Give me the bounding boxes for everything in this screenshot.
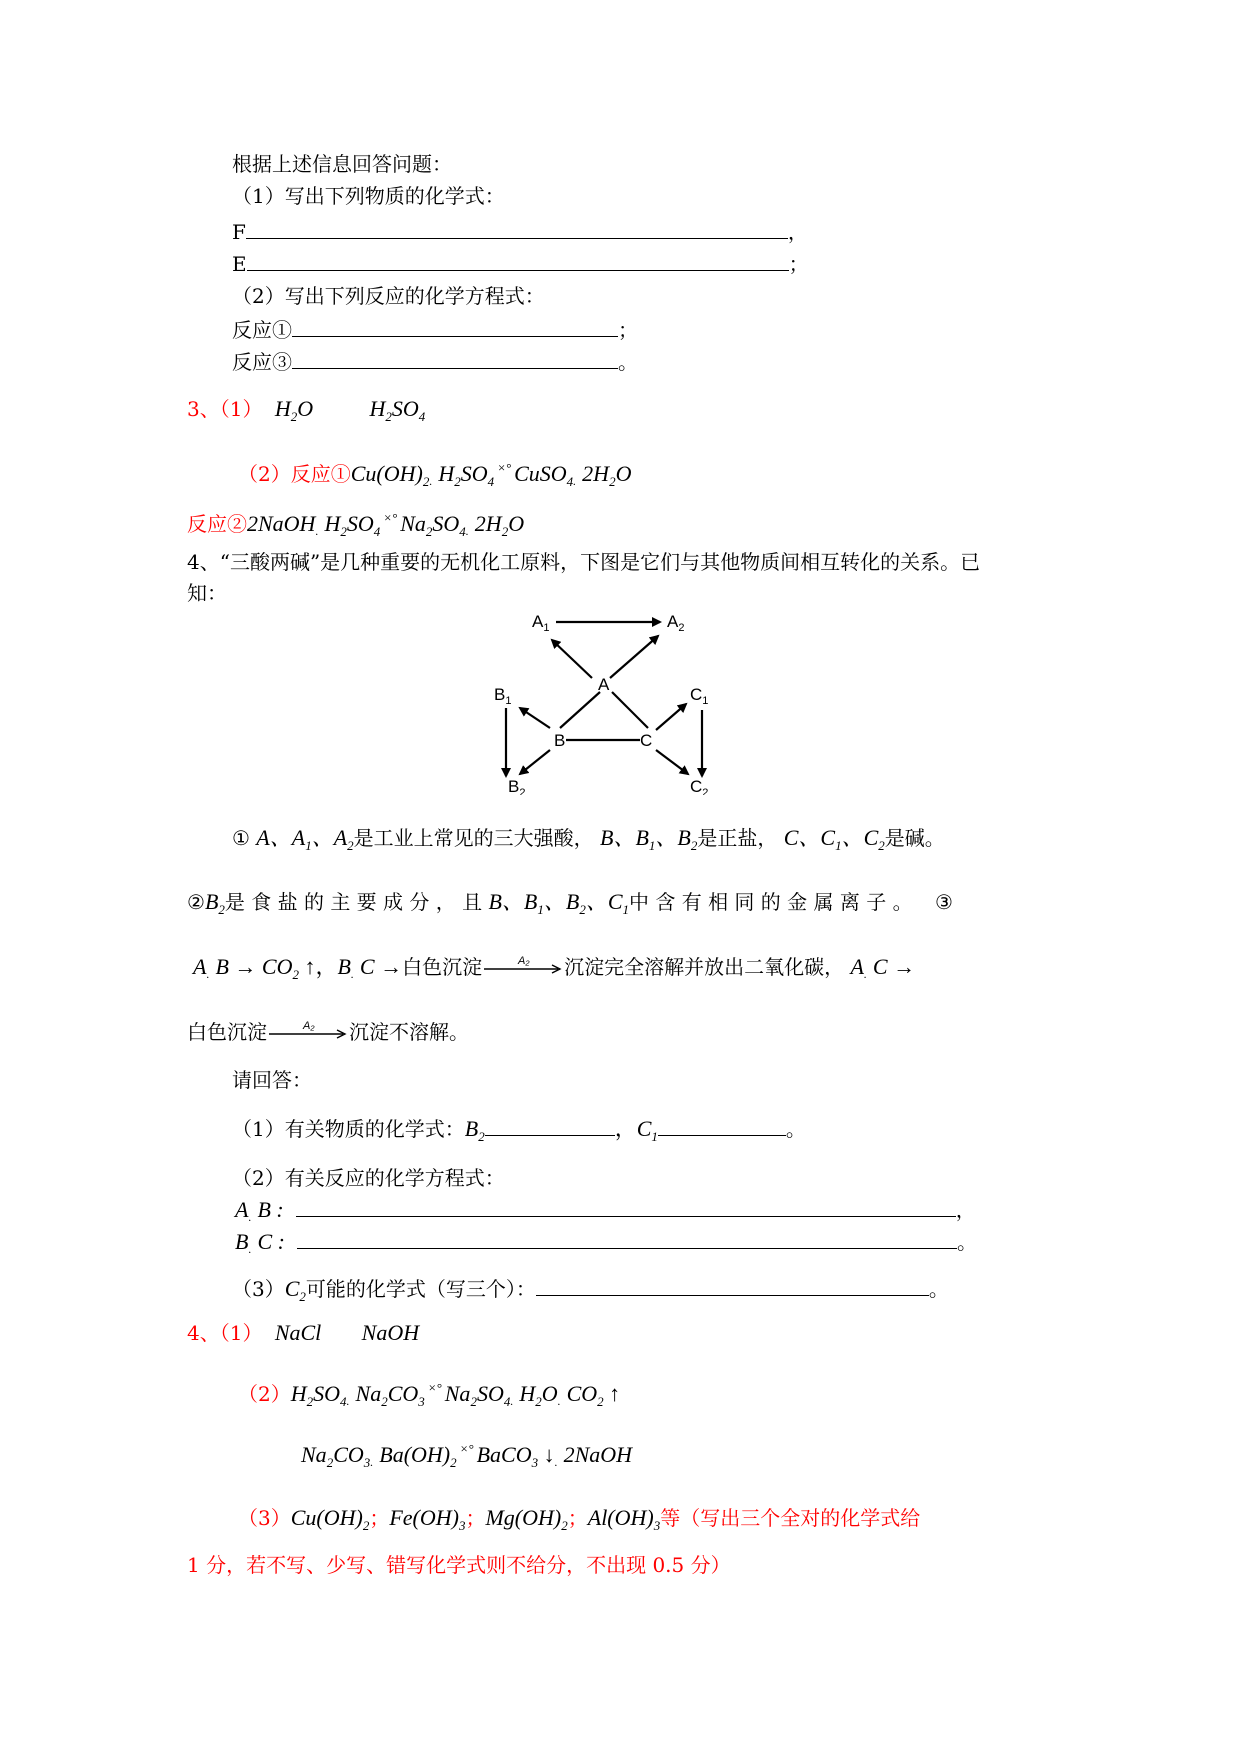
arrow-a2 <box>482 955 564 977</box>
text: 是 食 盐 的 主 要 成 分 ， 且 <box>224 890 483 914</box>
punct: ； <box>465 1506 486 1530</box>
reaction-b-c: B. C → <box>337 954 403 981</box>
answer-blank-e[interactable] <box>247 252 789 271</box>
text: 白色沉淀 <box>187 1020 267 1044</box>
q4-condition-3 <box>193 955 915 981</box>
line-a-b <box>560 692 600 728</box>
answer-4-line-5: 1 分，若不写、少写、错写化学式则不给分，不出现 0.5 分） <box>187 1553 731 1577</box>
answer-3-line-1 <box>187 398 425 423</box>
punct: ， <box>787 220 808 244</box>
arrow-a-a2 <box>610 636 658 678</box>
q3-blank-f <box>232 220 808 242</box>
answer-4-line-4 <box>238 1507 920 1532</box>
answer-prefix: 4、（1） <box>187 1321 263 1345</box>
formula-h2so4: $H_2SO_4$ <box>369 396 426 424</box>
arrow-a-a1 <box>552 640 592 678</box>
svg-text:A₂: A₂ <box>303 1020 315 1032</box>
punct: ， <box>955 1198 976 1222</box>
q3-blank-e <box>232 252 809 274</box>
formula-c1: $C_1$ <box>636 1116 658 1144</box>
arrow-c-c2 <box>656 750 688 774</box>
formula-a-set: A、$A_1$、$A_2$ <box>256 825 354 853</box>
text: 中 含 有 相 同 的 金 属 离 子 。 <box>629 890 913 914</box>
formula-b2: $B_2$ <box>464 1116 485 1144</box>
punct: ， <box>614 1116 637 1141</box>
formula-fe-oh-3: $Fe(OH)_3$ <box>389 1505 466 1533</box>
circled-2: ② <box>187 890 205 914</box>
reaction-a-b: A. $B \to CO_2$ ↑ <box>193 954 316 982</box>
arrow-b-b2 <box>520 750 550 774</box>
punct: ； <box>618 318 638 342</box>
formula-nacl: NaCl <box>274 1320 322 1345</box>
node-c: C <box>640 731 653 750</box>
answer-blank-c1[interactable] <box>658 1117 786 1136</box>
arrow-a2 <box>267 1020 349 1042</box>
equation-3: $H_2SO_4$. $Na_2CO_3^{\times^\circ}$ $Na_2SO_4$. $H_2O$. $CO_2$ ↑ <box>290 1380 621 1409</box>
q3-subquestion-2: （2）写出下列反应的化学方程式： <box>232 284 545 308</box>
formula-al-oh-3: $Al(OH)_3$ <box>587 1505 661 1533</box>
node-b1: $B_1$ <box>494 685 512 707</box>
node-a: A <box>598 675 610 694</box>
answer-prefix: 反应② <box>187 512 247 536</box>
q3-reaction-1 <box>232 318 638 340</box>
formula-naoh: NaOH <box>361 1320 420 1345</box>
q4-stem-line-1: 4、“三酸两碱”是几种重要的无机化工原料，下图是它们与其他物质间相互转化的关系。已 <box>187 550 981 574</box>
formula-b-set-2: B、$B_1$、$B_2$、$C_1$ <box>488 889 629 917</box>
text: （1）有关物质的化学式： <box>232 1117 465 1141</box>
q3-intro: 根据上述信息回答问题： <box>232 152 452 176</box>
reaction-label: 反应③ <box>232 350 292 374</box>
node-c2: $C_2$ <box>690 777 709 795</box>
q4-subquestion-3 <box>232 1277 949 1303</box>
q4-condition-2 <box>187 891 953 916</box>
answer-4-line-3 <box>301 1441 633 1470</box>
answer-4-line-1 <box>187 1322 419 1344</box>
text: 是工业上常见的三大强酸， <box>353 826 594 850</box>
q3-reaction-3 <box>232 350 638 372</box>
answer-blank-reaction-3[interactable] <box>292 350 618 369</box>
formula-c2: $C_2$ <box>284 1276 306 1304</box>
punct: 。 <box>618 350 638 374</box>
answer-note: 等（写出三个全对的化学式给 <box>660 1506 921 1530</box>
answer-3-line-3 <box>187 510 525 539</box>
formula-b2: $B_2$ <box>204 889 225 917</box>
answer-4-line-2 <box>238 1380 621 1409</box>
formula-b-c: B. C : <box>235 1229 285 1256</box>
formula-cu-oh-2: $Cu(OH)_2$ <box>290 1505 370 1533</box>
punct: 。 <box>928 1277 949 1301</box>
answer-blank-f[interactable] <box>246 220 788 239</box>
equation-1: $Cu(OH)_2$. $H_2SO_4^{\times^\circ}$ CuSO$_4$. $2H_2O$ <box>350 460 632 489</box>
q4-equation-b-c <box>235 1229 977 1256</box>
conversion-diagram <box>480 600 750 795</box>
answer-prefix: （2）反应① <box>238 462 351 486</box>
q4-condition-4 <box>187 1020 469 1042</box>
answer-blank-c2[interactable] <box>536 1277 929 1296</box>
node-c1: $C_1$ <box>690 685 709 707</box>
blank-label-e: E <box>232 252 247 276</box>
punct: ； <box>369 1506 390 1530</box>
arrow-b-b1 <box>520 708 550 728</box>
punct: 。 <box>956 1230 977 1254</box>
q4-equation-a-b <box>235 1197 976 1224</box>
q4-subquestion-1 <box>232 1117 806 1143</box>
q4-condition-1 <box>232 827 945 852</box>
text: 沉淀不溶解。 <box>349 1020 469 1044</box>
formula-c-set: C、$C_1$、$C_2$ <box>783 825 885 853</box>
equation-4: $Na_2CO_3$. $Ba(OH)_2^{\times^\circ}$ BaCO$_3$ ↓. 2NaOH <box>301 1441 633 1470</box>
node-a2: $A_2$ <box>667 612 685 634</box>
answer-blank-b2[interactable] <box>485 1117 615 1136</box>
formula-a-b: A. B : <box>235 1197 284 1224</box>
text: 是碱。 <box>884 826 945 850</box>
answer-blank-reaction-1[interactable] <box>292 318 618 337</box>
q4-stem-line-2: 知： <box>187 581 227 605</box>
circled-1: ① <box>232 826 250 850</box>
blank-label-f: F <box>232 220 246 244</box>
circled-3: ③ <box>934 890 953 914</box>
text: 沉淀完全溶解并放出二氧化碳， <box>564 955 845 979</box>
answer-prefix: 3、（1） <box>187 397 263 421</box>
node-b2: $B_2$ <box>508 777 526 795</box>
equation-2: 2NaOH. $H_2SO_4^{\times^\circ}$ $Na_2SO_4$. $2H_2O$ <box>247 510 525 539</box>
reaction-a-c: A. C → <box>850 954 916 981</box>
text: 是正盐， <box>697 826 778 850</box>
answer-prefix: （2） <box>238 1382 291 1406</box>
punct: ； <box>567 1506 588 1530</box>
answer-blank-a-b[interactable] <box>296 1198 956 1217</box>
reaction-label: 反应① <box>232 318 292 342</box>
punct: 。 <box>785 1117 806 1141</box>
node-a1: $A_1$ <box>532 612 550 634</box>
formula-h2o: $H_2O$ <box>274 396 314 424</box>
line-a-c <box>612 692 648 728</box>
q4-please-answer: 请回答： <box>232 1068 312 1092</box>
svg-text:A₂: A₂ <box>518 955 530 967</box>
punct: ， <box>315 954 338 979</box>
answer-3-line-2 <box>238 460 632 489</box>
q3-subquestion-1: （1）写出下列物质的化学式： <box>232 184 505 208</box>
formula-b-set: B、$B_1$、$B_2$ <box>600 825 698 853</box>
text: （3） <box>232 1277 285 1301</box>
arrow-c-c1 <box>656 704 686 730</box>
answer-prefix: （3） <box>238 1506 291 1530</box>
formula-mg-oh-2: $Mg(OH)_2$ <box>485 1505 568 1533</box>
q4-subquestion-2: （2）有关反应的化学方程式： <box>232 1166 505 1190</box>
text: 白色沉淀 <box>402 955 483 979</box>
answer-blank-b-c[interactable] <box>297 1230 957 1249</box>
text: 可能的化学式（写三个）： <box>305 1277 536 1301</box>
node-b: B <box>554 731 566 750</box>
punct: ； <box>788 252 809 276</box>
